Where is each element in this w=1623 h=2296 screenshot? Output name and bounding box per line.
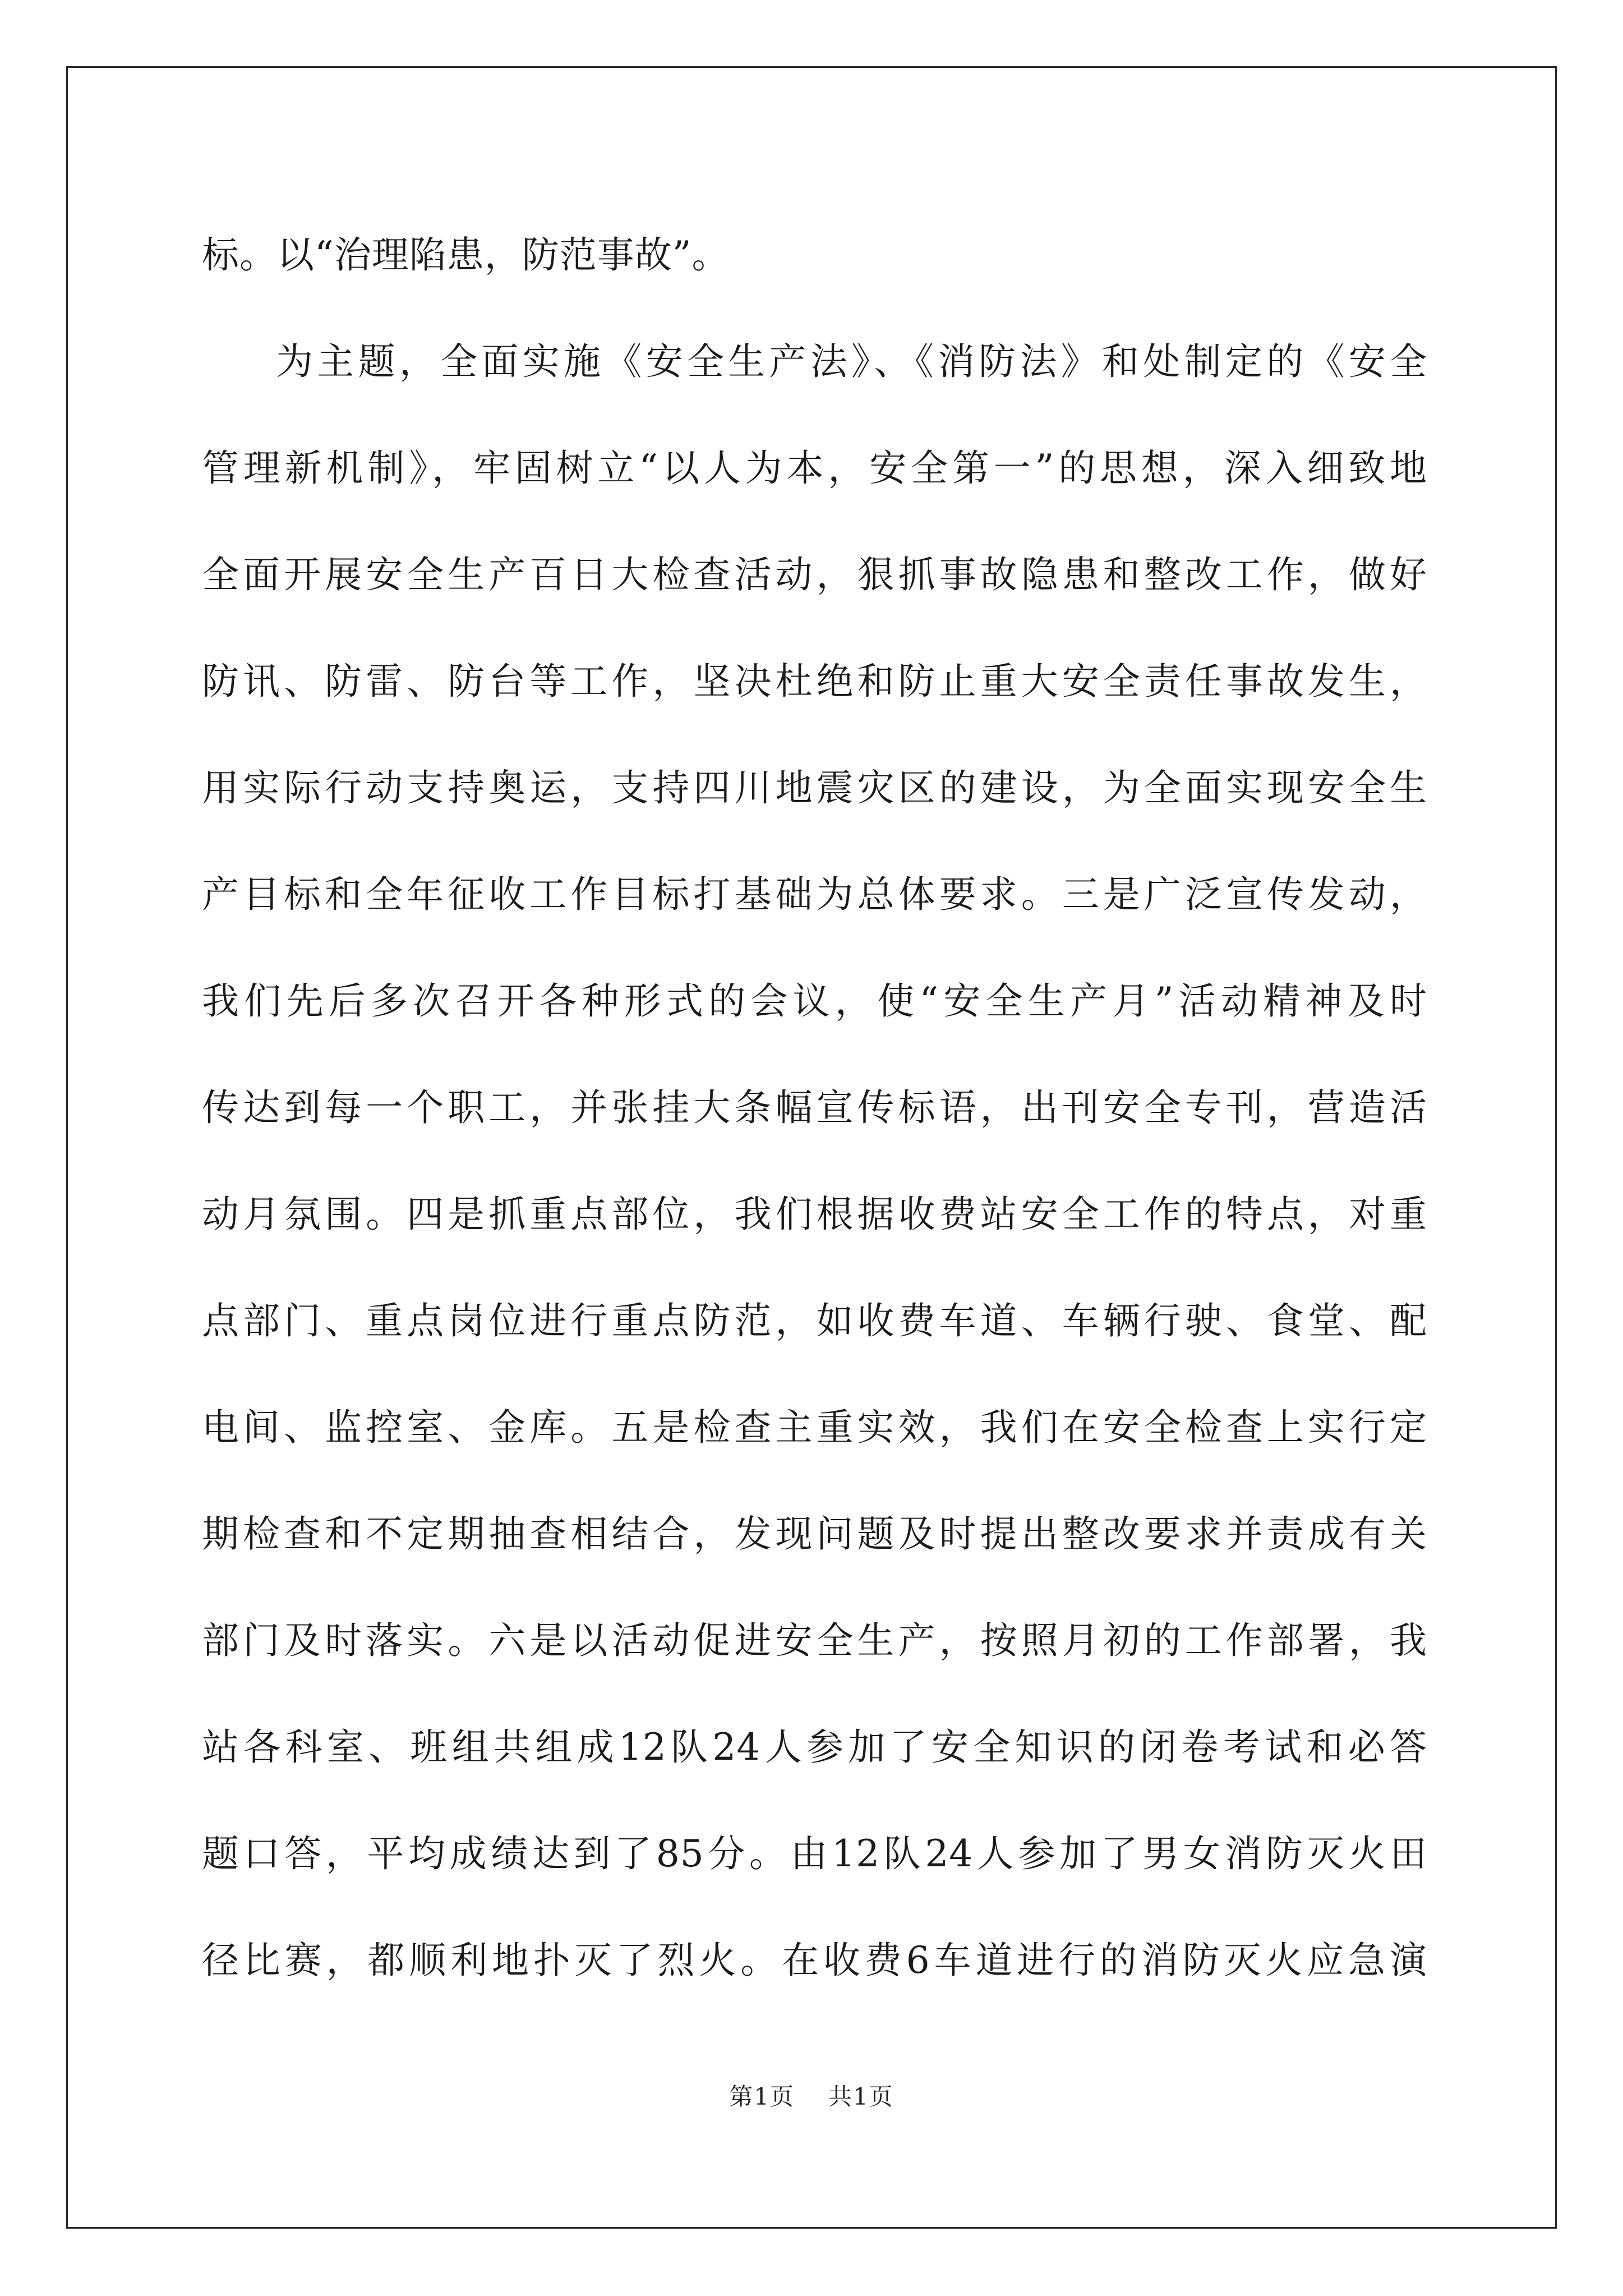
paragraph-line: 全面开展安全生产百日大检查活动，狠抓事故隐患和整改工作，做好: [202, 553, 1427, 596]
paragraph-line: 产目标和全年征收工作目标打基础为总体要求。三是广泛宣传发动，: [202, 873, 1427, 916]
document-body: [202, 202, 1427, 2014]
paragraph-line: 用实际行动支持奥运，支持四川地震灾区的建设，为全面实现安全生: [202, 766, 1427, 809]
page-total: 共1页: [828, 2083, 894, 2110]
paragraph-line: 站各科室、班组共组成12队24人参加了安全知识的闭卷考试和必答: [202, 1726, 1427, 1769]
paragraph-line: 部门及时落实。六是以活动促进安全生产，按照月初的工作部署，我: [202, 1619, 1427, 1662]
paragraph-line: 为主题，全面实施《安全生产法》、《消防法》和处制定的《安全: [276, 340, 1427, 383]
paragraph-line: 题口答，平均成绩达到了85分。由12队24人参加了男女消防灭火田: [202, 1832, 1427, 1875]
paragraph-line: 径比赛，都顺利地扑灭了烈火。在收费6车道进行的消防灭火应急演: [202, 1939, 1427, 1982]
paragraph-line: 管理新机制》，牢固树立“以人为本，安全第一”的思想，深入细致地: [202, 447, 1427, 490]
paragraph-line: 动月氛围。四是抓重点部位，我们根据收费站安全工作的特点，对重: [202, 1193, 1427, 1236]
page-footer: [0, 2078, 1623, 2112]
page-number: 第1页: [729, 2083, 795, 2110]
paragraph-line: 期检查和不定期抽查相结合，发现问题及时提出整改要求并责成有关: [202, 1512, 1427, 1556]
paragraph-line: 标。以“治理陷患，防范事故”。: [202, 233, 730, 277]
paragraph-line: 防讯、防雷、防台等工作，坚决杜绝和防止重大安全责任事故发生，: [202, 660, 1427, 703]
paragraph-line: 传达到每一个职工，并张挂大条幅宣传标语，出刊安全专刊，营造活: [202, 1086, 1427, 1129]
paragraph-line: 电间、监控室、金库。五是检查主重实效，我们在安全检查上实行定: [202, 1406, 1427, 1449]
paragraph-line: 点部门、重点岗位进行重点防范，如收费车道、车辆行驶、食堂、配: [202, 1299, 1427, 1342]
paragraph-line: 我们先后多次召开各种形式的会议，使“安全生产月”活动精神及时: [202, 979, 1427, 1023]
